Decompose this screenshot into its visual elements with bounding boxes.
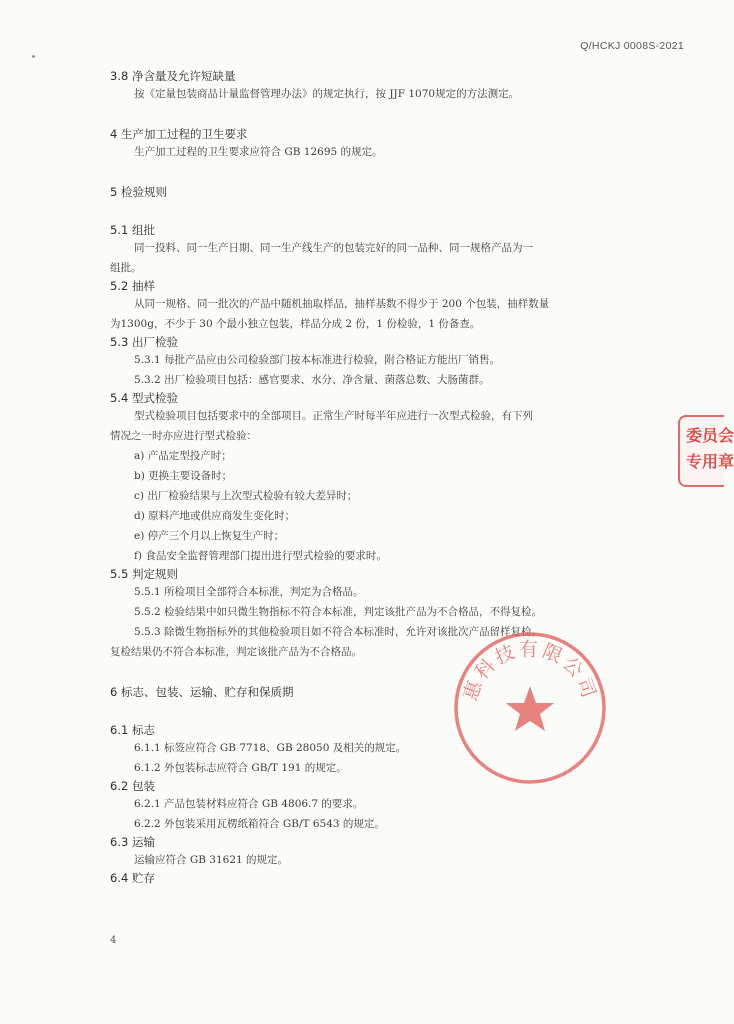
item-5-3-2: 5.3.2 出厂检验项目包括：感官要求、水分、净含量、菌落总数、大肠菌群。 — [134, 374, 490, 386]
paragraph-5-4-line2: 情况之一时亦应进行型式检验： — [110, 430, 257, 442]
list-item: d) 原料产地或供应商发生变化时； — [134, 510, 296, 522]
heading-6: 6 标志、包装、运输、贮存和保质期 — [110, 685, 294, 699]
item-5-5-2: 5.5.2 检验结果中如只微生物指标不符合本标准，判定该批产品为不合格品，不得复检。 — [134, 606, 543, 618]
page-number: 4 — [110, 935, 117, 946]
item-5-5-3-cont: 复检结果仍不符合本标准，判定该批产品为不合格品。 — [110, 646, 362, 658]
heading-5-3: 5.3 出厂检验 — [110, 335, 178, 349]
heading-6-1: 6.1 标志 — [110, 723, 155, 737]
paragraph-5-2-line2: 为1300g，不少于 30 个最小独立包装，样品分成 2 份，1 份检验，1 份备查。 — [110, 318, 481, 330]
heading-5-5: 5.5 判定规则 — [110, 567, 178, 581]
item-6-2-2: 6.2.2 外包装采用瓦楞纸箱符合 GB/T 6543 的规定。 — [134, 818, 385, 830]
heading-5-2: 5.2 抽样 — [110, 279, 155, 293]
list-item: f) 食品安全监督管理部门提出进行型式检验的要求时。 — [134, 550, 387, 562]
paragraph-6-3: 运输应符合 GB 31621 的规定。 — [134, 854, 289, 866]
paragraph-5-4-line1: 型式检验项目包括要求中的全部项目。正常生产时每半年应进行一次型式检验，有下列 — [134, 410, 533, 422]
item-5-5-1: 5.5.1 所检项目全部符合本标准，判定为合格品。 — [134, 586, 364, 598]
heading-6-4: 6.4 贮存 — [110, 871, 155, 885]
heading-6-3: 6.3 运输 — [110, 835, 155, 849]
seal-star-icon — [506, 686, 554, 731]
doc-number: Q/HCKJ 0008S-2021 — [580, 40, 684, 52]
item-6-1-1: 6.1.1 标签应符合 GB 7718、GB 28050 及相关的规定。 — [134, 742, 407, 754]
heading-5-1: 5.1 组批 — [110, 223, 155, 237]
edge-stamp-line1: 委员会 — [686, 426, 734, 445]
item-6-2-1: 6.2.1 产品包装材料应符合 GB 4806.7 的要求。 — [134, 798, 364, 810]
paragraph-3-8: 按《定量包装商品计量监督管理办法》的规定执行，按 JJF 1070规定的方法测定。 — [134, 88, 520, 100]
paragraph-5-1-line2: 组批。 — [110, 262, 142, 274]
item-5-5-3: 5.5.3 除微生物指标外的其他检验项目如不符合本标准时，允许对该批次产品留样复检。 — [134, 626, 543, 638]
paragraph-4: 生产加工过程的卫生要求应符合 GB 12695 的规定。 — [134, 146, 383, 158]
heading-5: 5 检验规则 — [110, 185, 167, 199]
company-seal-icon — [450, 628, 610, 788]
seal-text: 惠科技有限公司 — [459, 638, 601, 704]
edge-stamp-line2: 专用章 — [686, 452, 734, 471]
list-item: b) 更换主要设备时； — [134, 470, 233, 482]
scan-dot — [32, 55, 35, 58]
item-5-3-1: 5.3.1 每批产品应由公司检验部门按本标准进行检验，附合格证方能出厂销售。 — [134, 354, 501, 366]
item-6-1-2: 6.1.2 外包装标志应符合 GB/T 191 的规定。 — [134, 762, 347, 774]
heading-3-8: 3.8 净含量及允许短缺量 — [110, 69, 236, 83]
heading-4: 4 生产加工过程的卫生要求 — [110, 127, 248, 141]
paragraph-5-2-line1: 从同一规格、同一批次的产品中随机抽取样品，抽样基数不得少于 200 个包装，抽样数量 — [134, 298, 550, 310]
paragraph-5-1-line1: 同一投料、同一生产日期、同一生产线生产的包装完好的同一品种、同一规格产品为一 — [134, 242, 533, 254]
list-item: c) 出厂检验结果与上次型式检验有较大差异时； — [134, 490, 358, 502]
edge-stamp — [678, 415, 734, 487]
heading-6-2: 6.2 包装 — [110, 779, 155, 793]
list-item: a) 产品定型投产时； — [134, 450, 232, 462]
heading-5-4: 5.4 型式检验 — [110, 391, 178, 405]
list-item: e) 停产三个月以上恢复生产时； — [134, 530, 285, 542]
